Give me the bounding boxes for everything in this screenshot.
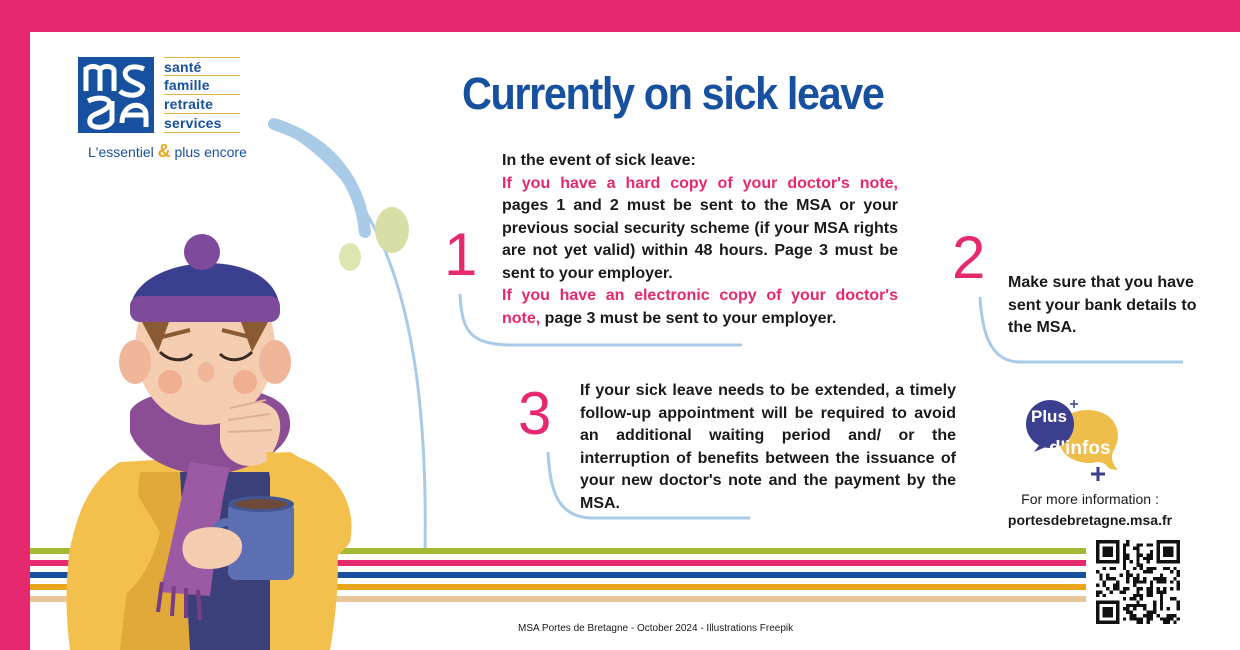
tagline-right: plus encore: [174, 144, 247, 160]
website-link[interactable]: portesdebretagne.msa.fr: [1007, 512, 1173, 528]
step-2-text: Make sure that you have sent your bank details to the MSA.: [1008, 274, 1197, 336]
logo-tagline: [88, 141, 247, 162]
msa-logo: [78, 57, 253, 167]
step-1-hard-copy-text: pages 1 and 2 must be sent to the MSA or your previous social security scheme (if your MSA rights are not yet valid) within 48 hours. Page 3 must be sent to your employer.: [502, 197, 898, 282]
infos-label: d'infos: [1049, 438, 1111, 459]
page-title: Currently on sick leave: [462, 68, 884, 119]
step-1-electronic-text: page 3 must be sent to your employer.: [540, 309, 837, 327]
footer-credit: MSA Portes de Bretagne - October 2024 - Illustrations Freepik: [518, 623, 794, 634]
step-1-electronic-lead: If you have an electronic copy of your doctor's note,: [502, 287, 898, 327]
qr-code[interactable]: [1096, 540, 1180, 624]
plus-label: Plus: [1031, 407, 1067, 426]
content-panel: [30, 32, 1240, 650]
step-2-number: 2: [952, 224, 986, 291]
step-1-hard-copy-lead: If you have a hard copy of your doctor's note,: [502, 174, 898, 192]
logo-wordlist: [164, 57, 240, 133]
logo-line-sante: santé: [164, 57, 240, 76]
step-3-text: If your sick leave needs to be extended, a timely follow-up appointment will be required to avoid an additional waiting period and/ or the interruption of benefits between the issuance of your new doctor's note and the payment by the MSA.: [580, 382, 956, 512]
step-1-number: 1: [444, 221, 478, 288]
logo-line-services: services: [164, 114, 240, 133]
step-1-text: [502, 150, 898, 330]
logo-line-famille: famille: [164, 76, 240, 95]
logo-line-retraite: retraite: [164, 95, 240, 114]
tagline-left: L'essentiel: [88, 144, 154, 160]
msa-logo-mark: [78, 57, 154, 133]
step-1-intro: In the event of sick leave:: [502, 152, 696, 169]
step-3-number: 3: [518, 380, 552, 447]
sick-person-illustration: [30, 172, 450, 650]
tagline-ampersand: &: [157, 141, 171, 161]
more-info-label: For more information :: [1021, 491, 1159, 507]
